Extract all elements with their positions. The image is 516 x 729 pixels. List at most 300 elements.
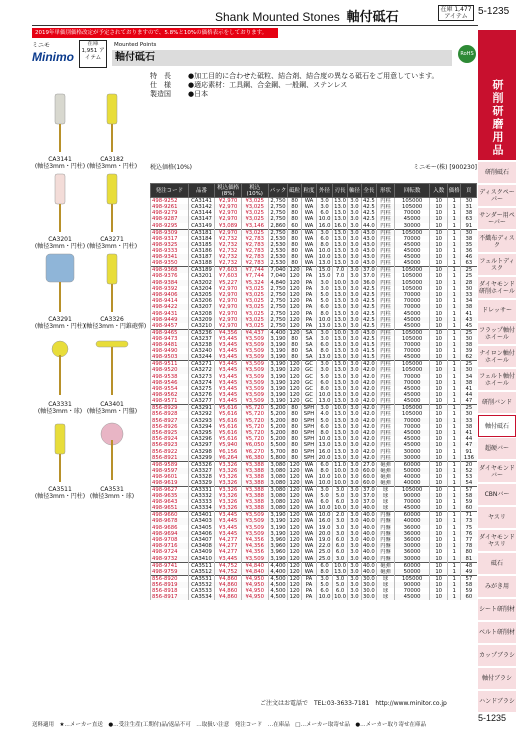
table-cell: CA3147 bbox=[188, 216, 215, 222]
table-cell: 1 bbox=[448, 487, 461, 494]
table-cell: 42.5 bbox=[362, 285, 375, 292]
table-cell: ¥7,603 bbox=[215, 267, 242, 274]
table-cell: ¥4,752 bbox=[215, 569, 242, 576]
table-header-cell: 品番 bbox=[188, 184, 215, 198]
table-cell: 1 bbox=[448, 569, 461, 576]
order-code-cell[interactable]: 498-9571 bbox=[151, 398, 189, 405]
order-code-cell[interactable]: 498-9350 bbox=[151, 260, 189, 267]
table-cell: ¥3,445 bbox=[215, 348, 242, 354]
table-cell: 60.0 bbox=[362, 467, 375, 474]
table-cell: 13.0 bbox=[334, 386, 346, 393]
table-cell: 80 bbox=[288, 448, 301, 454]
table-cell: 10 bbox=[430, 405, 448, 412]
side-index-item[interactable]: ナイロン軸付ホイール bbox=[478, 346, 516, 368]
table-cell: 6.0 bbox=[317, 210, 333, 216]
order-code-cell[interactable]: 498-9759 bbox=[151, 569, 189, 576]
table-cell: 60.0 bbox=[362, 473, 375, 480]
table-cell: 40.0 bbox=[362, 537, 375, 544]
order-code-cell[interactable]: 498-9546 bbox=[151, 380, 189, 386]
table-cell: ¥5,324 bbox=[241, 280, 268, 286]
product-caption bbox=[84, 401, 140, 415]
order-code-cell[interactable]: 498-9741 bbox=[151, 562, 189, 569]
table-cell: ¥5,616 bbox=[215, 436, 242, 442]
table-cell: 44.0 bbox=[362, 222, 375, 229]
table-cell: 3.0 bbox=[317, 405, 333, 412]
table-cell: 120 bbox=[289, 512, 300, 519]
table-cell: 70000 bbox=[394, 210, 429, 216]
table-cell: CA3334 bbox=[188, 505, 215, 512]
table-cell: 6.0 bbox=[317, 380, 333, 386]
table-cell: 2,530 bbox=[268, 236, 288, 242]
table-cell: 3.0 bbox=[348, 468, 361, 474]
table-cell: 10 bbox=[430, 474, 448, 480]
order-code-cell[interactable]: 498-9309 bbox=[151, 229, 189, 236]
side-index-item[interactable]: 砥石 bbox=[478, 553, 516, 575]
table-cell: 13.0 bbox=[334, 361, 346, 368]
side-index-item[interactable]: カップブラシ bbox=[478, 645, 516, 667]
order-code-cell[interactable]: 498-9392 bbox=[151, 286, 189, 292]
table-cell: 10.0 bbox=[334, 505, 346, 512]
order-code-cell[interactable]: 498-9619 bbox=[151, 480, 189, 487]
side-index-item[interactable]: 研削砥石 bbox=[478, 162, 516, 184]
table-cell: 120 bbox=[289, 587, 300, 594]
table-cell: SPH bbox=[301, 455, 317, 462]
table-cell: 19.0 bbox=[318, 537, 331, 544]
table-cell: CA3204 bbox=[188, 286, 215, 292]
table-cell: 6.0 bbox=[332, 499, 348, 505]
table-cell: ¥5,720 bbox=[241, 424, 268, 430]
order-code-cell[interactable]: 856-8929 bbox=[151, 405, 189, 412]
table-header-cell: パック bbox=[268, 184, 288, 198]
table-cell: 円柱 bbox=[377, 210, 395, 216]
order-code-cell[interactable]: 856-8917 bbox=[151, 594, 189, 600]
table-header-cell: 入数 bbox=[430, 184, 448, 198]
table-cell: 80 bbox=[288, 455, 301, 462]
order-code-cell[interactable]: 856-8928 bbox=[151, 411, 189, 417]
order-code-cell[interactable]: 498-9295 bbox=[151, 223, 189, 230]
side-index-item[interactable]: みがき用 bbox=[478, 576, 516, 598]
side-index-item[interactable]: サンダー用ペーパー bbox=[478, 208, 516, 230]
table-cell: 13.0 bbox=[334, 216, 346, 223]
table-cell: 13.0 bbox=[334, 304, 346, 311]
table-cell: 33 bbox=[461, 292, 477, 298]
table-cell: 10 bbox=[430, 493, 448, 499]
table-cell: ¥3,445 bbox=[215, 525, 242, 531]
table-cell: 120 bbox=[289, 575, 300, 582]
order-code-cell[interactable]: 498-9520 bbox=[151, 367, 189, 373]
product-code: CA3326 bbox=[100, 316, 124, 323]
order-code-cell[interactable]: 498-9503 bbox=[151, 354, 189, 361]
table-cell: 42.0 bbox=[362, 417, 375, 424]
order-code-cell[interactable]: 498-9562 bbox=[151, 392, 189, 398]
table-cell: ¥2,970 bbox=[215, 198, 242, 205]
side-index-item[interactable]: 軸付ブラシ bbox=[478, 668, 516, 690]
table-cell: 1 bbox=[448, 198, 461, 205]
product-note: (軸径3mm・円柱) bbox=[86, 243, 138, 250]
table-cell: WA bbox=[301, 216, 317, 222]
side-index-item[interactable]: 超硬バー bbox=[478, 438, 516, 460]
side-index-item[interactable]: ダイヤモンド研削ホイール bbox=[478, 277, 516, 299]
order-code-cell[interactable]: 498-9481 bbox=[151, 342, 189, 348]
side-index-item[interactable]: フェルトディスク bbox=[478, 254, 516, 276]
side-index-item[interactable]: ドレッサー bbox=[478, 300, 516, 322]
table-cell: CA3533 bbox=[188, 588, 215, 594]
table-cell: 3,190 bbox=[268, 354, 288, 361]
order-code-cell[interactable]: 498-9651 bbox=[151, 505, 189, 512]
side-index-item[interactable]: 軸付砥石 bbox=[478, 415, 516, 437]
maker-logo: Minimo bbox=[32, 50, 74, 64]
table-cell: 30000 bbox=[394, 455, 429, 462]
table-cell: WA bbox=[301, 480, 317, 487]
order-code-cell[interactable]: 498-9431 bbox=[151, 310, 189, 316]
table-cell: 3.0 bbox=[348, 280, 361, 286]
table-cell: 38 bbox=[461, 342, 477, 348]
table-cell: 3.0 bbox=[317, 361, 333, 368]
table-cell: ¥2,970 bbox=[215, 204, 242, 210]
product-caption bbox=[84, 156, 140, 170]
table-cell: 81 bbox=[461, 556, 477, 563]
table-cell: CA3332 bbox=[188, 493, 215, 499]
table-cell: ¥7,744 bbox=[241, 267, 268, 274]
table-cell: 45000 bbox=[394, 392, 429, 398]
table-cell: ¥3,445 bbox=[215, 518, 242, 524]
table-cell: SA bbox=[301, 336, 317, 342]
table-cell: 6.0 bbox=[317, 562, 333, 569]
order-code-cell[interactable]: 856-8923 bbox=[151, 442, 189, 448]
order-code-cell[interactable]: 856-8926 bbox=[151, 424, 189, 430]
order-code-cell[interactable]: 498-9554 bbox=[151, 386, 189, 392]
product-name-en: Mounted Points bbox=[114, 42, 157, 48]
table-cell: 13.0 bbox=[334, 204, 346, 211]
table-cell: 3.0 bbox=[348, 286, 361, 292]
table-cell: CA3327 bbox=[188, 468, 215, 474]
table-cell: 3,190 bbox=[268, 398, 288, 405]
table-cell: 80 bbox=[288, 260, 301, 267]
side-index-item[interactable]: フラップ軸付ホイール bbox=[478, 323, 516, 345]
table-cell: ¥3,388 bbox=[241, 461, 268, 468]
table-cell: ¥3,509 bbox=[241, 512, 268, 519]
table-cell: 120 bbox=[289, 361, 300, 368]
order-code-cell[interactable]: 498-9724 bbox=[151, 549, 189, 555]
table-cell: WA bbox=[301, 512, 317, 519]
table-cell: 3.0 bbox=[348, 436, 361, 442]
table-cell: 91 bbox=[461, 448, 477, 454]
side-index-item[interactable]: ベルト研削材 bbox=[478, 622, 516, 644]
table-cell: 3,190 bbox=[268, 392, 288, 398]
table-cell: 10 bbox=[430, 204, 448, 210]
order-code-cell[interactable]: 498-9341 bbox=[151, 254, 189, 260]
order-code-cell[interactable]: 498-9384 bbox=[151, 280, 189, 286]
order-code-cell[interactable]: 498-9708 bbox=[151, 537, 189, 543]
table-cell: 1 bbox=[448, 562, 461, 569]
table-cell: 円柱 bbox=[377, 304, 395, 310]
table-cell: 3.0 bbox=[348, 267, 361, 274]
table-cell: 円盤 bbox=[377, 549, 395, 555]
order-code-cell[interactable]: 498-9597 bbox=[151, 468, 189, 474]
table-cell: 1 bbox=[448, 582, 461, 588]
order-code-cell[interactable]: 498-9333 bbox=[151, 248, 189, 254]
order-code-cell[interactable]: 498-9465 bbox=[151, 329, 189, 336]
side-index-item[interactable]: 不織布ディスク bbox=[478, 231, 516, 253]
table-cell: 10 bbox=[430, 323, 448, 330]
order-code-cell[interactable]: 498-9694 bbox=[151, 531, 189, 537]
table-cell: 砲弾 bbox=[377, 461, 395, 468]
order-code-cell[interactable]: 498-9732 bbox=[151, 556, 189, 563]
table-cell: PA bbox=[301, 273, 317, 279]
table-cell: 105000 bbox=[394, 286, 429, 292]
table-cell: ¥3,445 bbox=[215, 398, 242, 405]
table-cell: ¥5,616 bbox=[215, 405, 242, 412]
product-caption bbox=[32, 486, 88, 500]
order-code-cell[interactable]: 498-9449 bbox=[151, 317, 189, 323]
table-cell: 37.0 bbox=[362, 493, 375, 500]
table-cell: 球 bbox=[377, 505, 395, 512]
order-code-cell[interactable]: 498-9589 bbox=[151, 461, 189, 468]
table-cell: 10 bbox=[430, 436, 448, 442]
table-cell: 80 bbox=[288, 242, 301, 248]
side-index-item[interactable]: ハンドブラシ bbox=[478, 691, 516, 713]
table-cell: CA3207 bbox=[188, 304, 215, 310]
table-cell: 球 bbox=[377, 582, 395, 588]
order-code-cell[interactable]: 498-9414 bbox=[151, 298, 189, 304]
table-cell: WA bbox=[301, 474, 317, 480]
table-cell: 10 bbox=[430, 248, 448, 254]
order-code-cell[interactable]: 498-9252 bbox=[151, 198, 189, 205]
table-cell: 3.0 bbox=[348, 317, 361, 323]
table-cell: 3.0 bbox=[348, 198, 361, 205]
table-cell: 13.0 bbox=[334, 335, 346, 342]
table-cell: 50000 bbox=[394, 468, 429, 474]
table-cell: 60 bbox=[288, 223, 301, 230]
order-code-cell[interactable]: 498-9627 bbox=[151, 487, 189, 494]
table-cell: SPH bbox=[301, 430, 317, 436]
table-cell: 42.0 bbox=[362, 436, 375, 443]
order-code-cell[interactable]: 498-9422 bbox=[151, 304, 189, 310]
table-cell: 120 bbox=[289, 499, 300, 506]
table-cell: 6.0 bbox=[332, 588, 348, 594]
order-code-cell[interactable]: 498-9376 bbox=[151, 273, 189, 279]
order-code-cell[interactable]: 498-9406 bbox=[151, 292, 189, 298]
order-code-cell[interactable]: 856-8918 bbox=[151, 588, 189, 594]
table-cell: 10 bbox=[430, 537, 448, 543]
table-cell: 1 bbox=[448, 286, 461, 292]
order-code-cell[interactable]: 856-8920 bbox=[151, 575, 189, 582]
table-cell: 円柱 bbox=[377, 386, 395, 392]
table-cell: PA bbox=[301, 575, 317, 582]
table-cell: 10 bbox=[430, 448, 448, 454]
table-cell: 5,200 bbox=[268, 405, 288, 412]
order-code-cell[interactable]: 498-9279 bbox=[151, 210, 189, 216]
order-code-cell[interactable]: 498-9317 bbox=[151, 236, 189, 242]
table-cell: 40000 bbox=[394, 474, 429, 480]
product-image bbox=[40, 337, 80, 399]
table-cell: 10 bbox=[430, 310, 448, 316]
table-cell: 3.0 bbox=[348, 236, 361, 242]
table-cell: 3,080 bbox=[268, 505, 288, 512]
table-cell: 120 bbox=[289, 316, 300, 323]
table-cell: ¥5,720 bbox=[241, 430, 268, 436]
table-cell: 42.5 bbox=[362, 210, 375, 217]
spec-head-right: ミニモー(株) [900230] bbox=[413, 164, 477, 171]
product-image bbox=[92, 172, 132, 234]
order-code-cell[interactable]: 498-9511 bbox=[151, 361, 189, 368]
feature-block bbox=[150, 72, 439, 99]
table-cell: 1 bbox=[448, 298, 461, 304]
table-cell: 3.0 bbox=[348, 582, 361, 588]
table-cell: 45000 bbox=[394, 216, 429, 222]
table-cell: 5.0 bbox=[332, 582, 348, 588]
table-cell: 1 bbox=[448, 260, 461, 267]
table-header-cell: 税込価格(8%) bbox=[215, 184, 242, 198]
table-cell: 40.0 bbox=[362, 524, 375, 531]
table-cell: 120 bbox=[289, 555, 300, 562]
table-cell: 5.0 bbox=[317, 374, 333, 380]
table-cell: SPH bbox=[301, 436, 317, 442]
order-code-cell[interactable]: 498-9538 bbox=[151, 374, 189, 380]
product-image bbox=[92, 252, 132, 314]
table-cell: 3.0 bbox=[348, 556, 361, 563]
table-cell: 3.0 bbox=[348, 248, 361, 254]
table-cell: ¥2,970 bbox=[215, 286, 242, 292]
table-cell: WA bbox=[301, 518, 317, 524]
order-code-cell[interactable]: 498-9490 bbox=[151, 348, 189, 354]
table-cell: 3.0 bbox=[348, 329, 361, 336]
table-cell: 43.0 bbox=[362, 229, 375, 236]
product-code: CA3141 bbox=[48, 156, 72, 163]
side-index-top[interactable]: 研削研磨用品 bbox=[478, 30, 516, 160]
table-cell: 90000 bbox=[394, 582, 429, 588]
table-cell: ¥3,025 bbox=[241, 229, 268, 236]
table-cell: CA3511 bbox=[188, 562, 215, 569]
table-cell: CA3189 bbox=[188, 267, 215, 274]
table-cell: 5.0 bbox=[332, 493, 348, 499]
table-cell: 7,040 bbox=[268, 267, 288, 274]
table-cell: 120 bbox=[289, 518, 300, 525]
table-cell: 13.0 bbox=[334, 373, 346, 380]
side-index-item[interactable]: ヤスリ bbox=[478, 507, 516, 529]
table-cell: 16.0 bbox=[334, 222, 346, 229]
order-code-cell[interactable]: 498-9261 bbox=[151, 204, 189, 210]
table-cell: ¥3,326 bbox=[215, 499, 242, 505]
table-cell: ¥2,970 bbox=[215, 216, 242, 222]
order-code-cell[interactable]: 856-8922 bbox=[151, 448, 189, 454]
table-cell: 1 bbox=[448, 317, 461, 323]
table-cell: 120 bbox=[289, 367, 300, 374]
order-code-cell[interactable]: 856-8921 bbox=[151, 455, 189, 462]
order-code-cell[interactable]: 498-9287 bbox=[151, 216, 189, 222]
side-index-item[interactable]: ディスクペーパー bbox=[478, 185, 516, 207]
product-note: (軸径3mm・円柱) bbox=[34, 163, 86, 170]
order-code-cell[interactable]: 498-9473 bbox=[151, 336, 189, 342]
table-cell: 45000 bbox=[394, 398, 429, 405]
table-cell: 10 bbox=[430, 556, 448, 563]
table-cell: PA bbox=[301, 594, 317, 600]
table-cell: 1 bbox=[448, 354, 461, 361]
table-cell: WA bbox=[301, 236, 317, 242]
table-cell: 3.0 bbox=[348, 549, 361, 555]
order-code-cell[interactable]: 498-9678 bbox=[151, 518, 189, 524]
order-code-cell[interactable]: 498-9660 bbox=[151, 512, 189, 519]
order-code-cell[interactable]: 498-9368 bbox=[151, 267, 189, 274]
table-cell: 120 bbox=[289, 304, 300, 311]
order-code-cell[interactable]: 498-9716 bbox=[151, 543, 189, 549]
table-cell: WA bbox=[301, 254, 317, 260]
order-code-cell[interactable]: 498-9325 bbox=[151, 242, 189, 248]
table-cell: 13.0 bbox=[334, 248, 346, 255]
side-index-item[interactable]: ダイヤモンドバー bbox=[478, 461, 516, 483]
table-cell: 3.0 bbox=[348, 411, 361, 417]
table-cell: 80 bbox=[288, 405, 301, 412]
order-code-cell[interactable]: 498-9643 bbox=[151, 499, 189, 505]
table-cell: 10 bbox=[430, 418, 448, 424]
table-cell: 30.0 bbox=[362, 593, 375, 600]
table-cell: CA3238 bbox=[188, 342, 215, 348]
table-cell: ¥2,970 bbox=[215, 229, 242, 236]
order-code-cell[interactable]: 856-8924 bbox=[151, 436, 189, 442]
table-cell: 8.0 bbox=[317, 569, 333, 576]
product-note: (軸径3mm・円錐砲弾) bbox=[84, 323, 147, 330]
table-cell: ¥3,509 bbox=[241, 380, 268, 386]
table-cell: 6.0 bbox=[317, 588, 333, 594]
order-code-cell[interactable]: 498-9635 bbox=[151, 493, 189, 499]
table-cell: 円柱 bbox=[377, 442, 395, 448]
product-caption bbox=[32, 316, 88, 330]
table-cell: 45000 bbox=[394, 254, 429, 260]
order-code-cell[interactable]: 856-8927 bbox=[151, 418, 189, 424]
table-cell: 13.0 bbox=[334, 411, 346, 418]
side-index-item[interactable]: CBNバー bbox=[478, 484, 516, 506]
order-code-cell[interactable]: 856-8919 bbox=[151, 582, 189, 588]
table-cell: 71 bbox=[461, 512, 477, 519]
product-code: CA3291 bbox=[48, 316, 72, 323]
table-cell: 60 bbox=[461, 505, 477, 512]
side-index-item[interactable]: シート研削材 bbox=[478, 599, 516, 621]
order-code-cell[interactable]: 498-9686 bbox=[151, 525, 189, 531]
product-image bbox=[40, 92, 80, 154]
table-cell: CA3295 bbox=[188, 430, 215, 436]
table-cell: 3.0 bbox=[348, 424, 361, 430]
table-cell: 5,200 bbox=[268, 411, 288, 417]
table-cell: 4,500 bbox=[268, 588, 288, 594]
table-cell: CA3273 bbox=[188, 374, 215, 380]
table-cell: ¥2,732 bbox=[215, 254, 242, 260]
table-cell: 43.0 bbox=[362, 235, 375, 242]
table-cell: 105000 bbox=[394, 487, 429, 494]
table-cell: CA3326 bbox=[188, 461, 215, 468]
table-cell: ¥3,388 bbox=[241, 487, 268, 494]
table-cell: GC bbox=[301, 374, 317, 380]
table-cell: 円柱 bbox=[377, 273, 395, 279]
table-cell: 3.0 bbox=[348, 242, 361, 248]
order-code-cell[interactable]: 498-9601 bbox=[151, 474, 189, 480]
product-note: (軸径3mm・円柱) bbox=[34, 243, 86, 250]
table-header-cell: 軸径 bbox=[348, 184, 361, 198]
table-cell: ¥3,326 bbox=[215, 505, 242, 512]
table-cell: 6.0 bbox=[332, 549, 348, 555]
table-cell: 80 bbox=[288, 336, 301, 342]
table-cell: 球 bbox=[377, 487, 395, 494]
table-cell: ¥5,940 bbox=[215, 442, 242, 448]
side-index-item[interactable]: ダイヤモンドヤスリ bbox=[478, 530, 516, 552]
table-cell: WA bbox=[301, 505, 317, 512]
side-index-item[interactable]: 研削バンド bbox=[478, 392, 516, 414]
order-code-cell[interactable]: 498-9457 bbox=[151, 323, 189, 330]
table-cell: CA3532 bbox=[188, 582, 215, 588]
table-cell: ¥2,783 bbox=[241, 254, 268, 260]
side-index-item[interactable]: フェルト軸付ホイール bbox=[478, 369, 516, 391]
order-code-cell[interactable]: 856-8925 bbox=[151, 430, 189, 436]
table-cell: 3.0 bbox=[332, 531, 348, 537]
